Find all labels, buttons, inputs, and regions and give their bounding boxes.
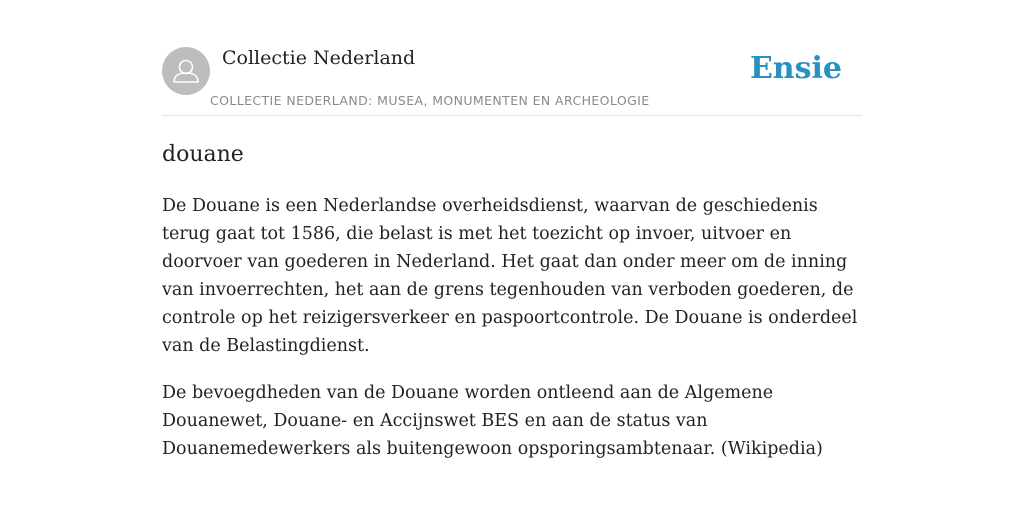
author-avatar[interactable] xyxy=(162,47,210,95)
article-paragraph: De bevoegdheden van de Douane worden ontleend aan de Algemene Douanewet, Douane- en Accijnswet BES en aan de status van Douanemedewerkers als buitengewoon opsporingsambtenaar. (Wikipedia) xyxy=(162,383,823,459)
header xyxy=(162,0,862,116)
article-paragraph: De Douane is een Nederlandse overheidsdienst, waarvan de geschiedenis terug gaat tot 1586, die belast is met het toezicht op invoer, uitvoer en doorvoer van goederen in Nederland. Het gaat dan onder meer om de inning van invoerrechten, het aan de grens tegenhouden van verboden goederen, de controle op het reizigersverkeer en paspoortcontrole. De Douane is onderdeel van de Belastingdienst. xyxy=(162,196,858,356)
user-silhouette-icon xyxy=(162,47,210,95)
article xyxy=(162,140,862,463)
author-name[interactable]: Collectie Nederland xyxy=(222,47,416,69)
author-subtitle[interactable]: COLLECTIE NEDERLAND: MUSEA, MONUMENTEN EN ARCHEOLOGIE xyxy=(210,93,650,108)
article-title: douane xyxy=(162,142,244,167)
site-logo[interactable]: Ensie xyxy=(749,51,842,86)
